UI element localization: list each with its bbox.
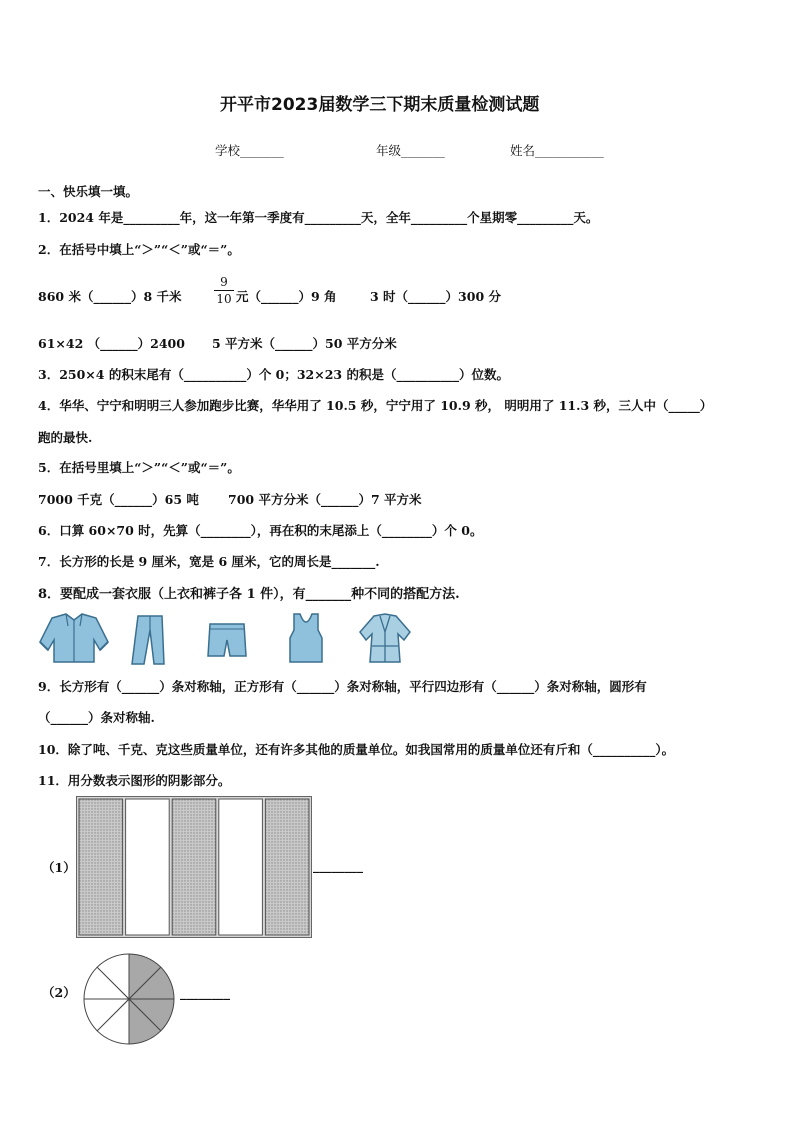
fraction-denominator: 10 (216, 292, 232, 306)
shaded-strip (172, 799, 216, 935)
q2-item-c: 3 时（______）300 分 (370, 289, 501, 304)
page-title: 开平市2023届数学三下期末质量检测试题 (220, 95, 540, 115)
question-3: 3．250×4 的积末尾有（__________）个 0；32×23 的积是（__________）位数。 (38, 367, 509, 382)
tank-top-icon (288, 612, 324, 664)
question-10: 10．除了吨、千克、克这些质量单位，还有许多其他的质量单位。如我国常用的质量单位还有斤和（__________）。 (38, 742, 675, 757)
figure-1-label: （1） (42, 860, 76, 875)
q5-item-b: 700 平方分米（______）7 平方米 (228, 492, 422, 507)
jacket-icon (38, 612, 110, 666)
question-5: 5．在括号里填上“＞”“＜”或“＝”。 (38, 460, 240, 475)
school-field[interactable]: 学校_______ (215, 143, 284, 158)
question-9-cont: （______）条对称轴. (38, 710, 155, 725)
strips-figure (76, 796, 312, 938)
question-6: 6．口算 60×70 时，先算（________），再在积的末尾添上（________）个 0。 (38, 523, 483, 538)
q5-item-a: 7000 千克（______）65 吨 (38, 492, 199, 507)
circle-figure (82, 952, 176, 1046)
blank-strip (126, 799, 170, 935)
question-1: 1．2024 年是_________年，这一年第一季度有_________天，全年_________个星期零_________天。 (38, 210, 599, 225)
question-11: 11．用分数表示图形的阴影部分。 (38, 773, 231, 788)
fraction-nine-tenths (214, 275, 234, 306)
q2-item-b: 元（______）9 角 (236, 289, 337, 304)
figure-2-answer[interactable]: ________ (180, 985, 230, 1000)
figure-1-answer[interactable]: ________ (313, 858, 363, 873)
shorts-icon (206, 622, 248, 660)
question-8: 8．要配成一套衣服（上衣和裤子各 1 件），有_______种不同的搭配方法. (38, 587, 460, 602)
grade-field[interactable]: 年级_______ (376, 143, 445, 158)
question-4-cont: 跑的最快. (38, 430, 93, 445)
question-9: 9．长方形有（______）条对称轴，正方形有（______）条对称轴，平行四边形有（______）条对称轴，圆形有 (38, 679, 647, 694)
blank-strip (219, 799, 263, 935)
question-4: 4．华华、宁宁和明明三人参加跑步比赛，华华用了 10.5 秒，宁宁用了 10.9 秒， 明明用了 11.3 秒，三人中（_____） (38, 398, 713, 413)
shaded-strip (265, 799, 309, 935)
figure-2-label: （2） (42, 985, 76, 1000)
long-pants-icon (128, 614, 172, 666)
fraction-numerator: 9 (220, 275, 228, 289)
name-field[interactable]: 姓名___________ (510, 143, 604, 158)
q2-item-a: 860 米（______）8 千米 (38, 289, 182, 304)
question-2: 2．在括号中填上“＞”“＜”或“＝”。 (38, 242, 240, 257)
coat-icon (358, 612, 412, 664)
q2-item-e: 5 平方米（______）50 平方分米 (212, 336, 397, 351)
question-7: 7．长方形的长是 9 厘米，宽是 6 厘米，它的周长是_______. (38, 554, 380, 569)
shaded-strip (79, 799, 123, 935)
q2-item-d: 61×42 （______）2400 (38, 336, 185, 351)
section-heading: 一、快乐填一填。 (38, 184, 139, 199)
